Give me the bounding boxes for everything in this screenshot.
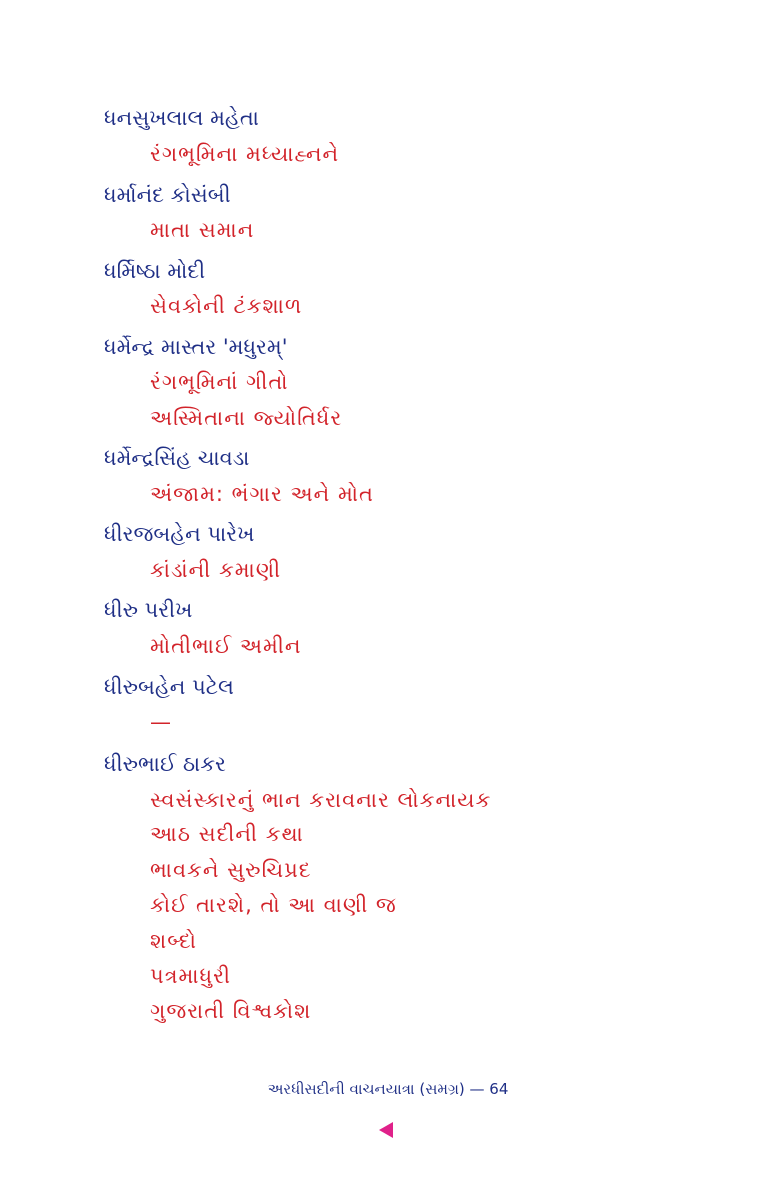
author-name: ધર્માનંદ કોસંબી [104,183,231,207]
work-title: આઠ સદીની કથા [150,822,304,846]
author-name: ધર્મેન્દ્ર માસ્તર 'મધુરમ્' [104,335,288,359]
work-title: રંગભૂમિનાં ગીતો [150,370,289,394]
work-title: અંજામ: ભંગાર અને મોત [150,482,374,506]
work-title: માતા સમાન [150,218,255,242]
author-name: ધીરુ પરીખ [104,598,193,622]
author-name: ધનસુખલાલ મહેતા [104,106,259,130]
author-name: ધીરુબહેન પટેલ [104,675,234,699]
work-title: શબ્દો [150,929,198,953]
work-title: રંગભૂમિના મધ્યાહ્નને [150,142,340,166]
work-title: કોઈ તારશે, તો આ વાણી જ [150,893,397,917]
work-title: — [150,710,172,734]
page-footer: અરધીસદીની વાચનયાત્રા (સમગ્ર) — 64 [267,1080,509,1098]
work-title: ભાવકને સુરુચિપ્રદ [150,858,312,882]
work-title: ગુજરાતી વિશ્વકોશ [150,999,312,1023]
author-name: ધીરજબહેન પારેખ [104,522,255,546]
work-title: સેવકોની ટંકશાળ [150,294,303,318]
author-name: ધીરુભાઈ ઠાકર [104,752,226,776]
work-title: કાંડાંની કમાણી [150,558,282,582]
work-title: અસ્મિતાના જ્યોતિર્ધર [150,406,343,430]
previous-page-icon[interactable] [379,1122,393,1138]
author-name: ધર્મેન્દ્રસિંહ ચાવડા [104,446,250,470]
work-title: મોતીભાઈ અમીન [150,634,302,658]
work-title: સ્વસંસ્કારનું ભાન કરાવનાર લોકનાયક [150,788,492,812]
author-name: ધર્મિષ્ઠા મોદી [104,259,206,283]
work-title: પત્રમાધુરી [150,964,231,988]
